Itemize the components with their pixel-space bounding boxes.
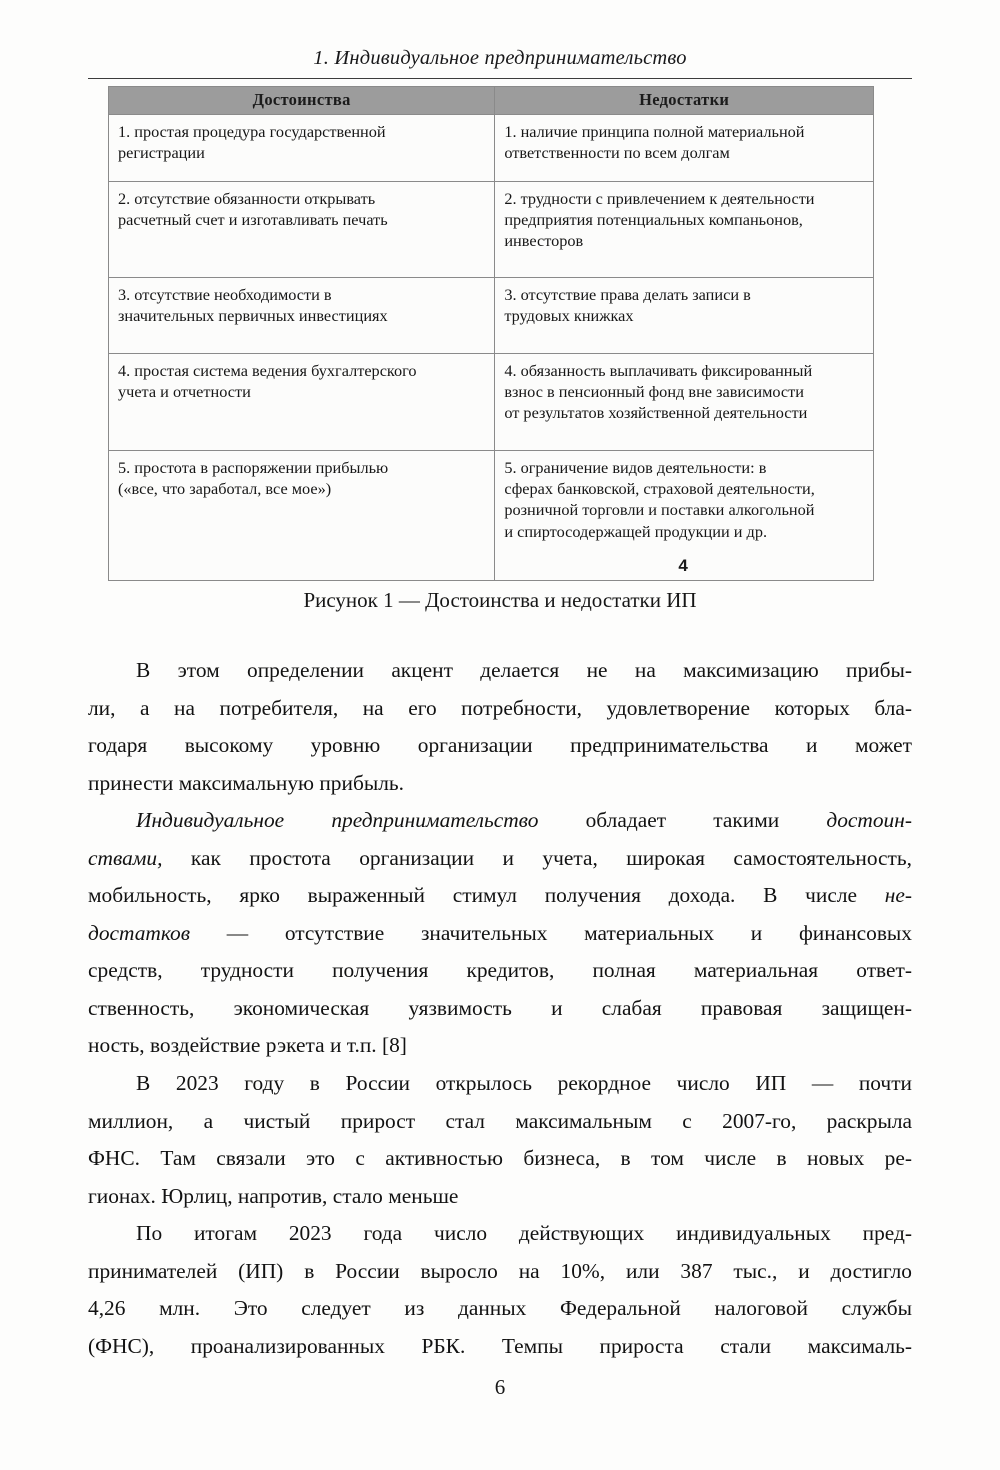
paragraph-2	[88, 802, 912, 1065]
cell-line: 5. ограничение видов деятельности: в	[504, 458, 767, 477]
cell-line: значительных первичных инвестициях	[118, 306, 388, 326]
cell-line: 4. обязанность выплачивать фиксированный	[504, 361, 813, 380]
text-line	[88, 840, 912, 878]
plain-text: мобильность, ярко выраженный стимул получения дохода. В числе	[88, 883, 885, 907]
table-row	[109, 115, 874, 182]
column-header-disadvantages: Недостатки	[495, 87, 874, 115]
text-line: В этом определении акцент делается не на максимизацию прибы-	[136, 658, 912, 682]
column-header-advantages: Достоинства	[109, 87, 495, 115]
plain-text: — отсутствие значительных материальных и финансовых	[190, 920, 912, 945]
table-row	[109, 182, 874, 278]
cell-line: 3. отсутствие необходимости в	[118, 285, 332, 304]
table-header-row	[109, 87, 874, 115]
cell-line: учета и отчетности	[118, 382, 251, 402]
cell-line: взнос в пенсионный фонд вне зависимости	[504, 382, 804, 402]
text-line: 4,26 млн. Это следует из данных Федеральной налоговой службы	[88, 1296, 912, 1320]
cell-line: от результатов хозяйственной деятельности	[504, 403, 808, 423]
cell-line: регистрации	[118, 143, 205, 163]
advantages-disadvantages-table	[108, 86, 874, 581]
cell-line: 5. простота в распоряжении прибылью	[118, 458, 389, 477]
cell-line: 4. простая система ведения бухгалтерского	[118, 361, 417, 380]
emphasis-text: достатков	[88, 920, 191, 945]
cell-line: сферах банковской, страховой деятельности,	[504, 479, 815, 499]
cell-line: 1. простая процедура государственной	[118, 122, 386, 141]
cell-line: 2. отсутствие обязанности открывать	[118, 189, 376, 208]
advantage-cell	[109, 115, 495, 182]
cell-line: трудовых книжках	[504, 306, 634, 326]
text-line: принимателей (ИП) в России выросло на 10%, или 387 тыс., и достигло	[88, 1258, 912, 1283]
table-row	[109, 278, 874, 354]
text-line: ли, а на потребителя, на его потребности, удовлетворение которых бла-	[88, 695, 912, 720]
paragraph-3	[88, 1065, 912, 1215]
text-line: (ФНС), проанализированных РБК. Темпы прироста стали максималь-	[88, 1333, 912, 1358]
advantage-cell	[109, 278, 495, 354]
text-line: средств, трудности получения кредитов, полная материальная ответ-	[88, 958, 912, 982]
cell-line: 3. отсутствие права делать записи в	[504, 285, 751, 304]
plain-text: обладает такими	[538, 808, 827, 832]
text-line: По итогам 2023 года число действующих индивидуальных пред-	[136, 1221, 912, 1245]
advantage-cell	[109, 451, 495, 581]
emphasis-text: достоин-	[826, 808, 912, 832]
text-line	[88, 877, 912, 915]
cell-line: инвесторов	[504, 231, 584, 251]
disadvantage-cell	[495, 115, 874, 182]
table-row	[109, 354, 874, 451]
text-line: принести максимальную прибыль.	[88, 770, 404, 795]
paragraph-1	[88, 652, 912, 802]
text-line: годаря высокому уровню организации предпринимательства и может	[88, 733, 912, 757]
text-line: миллион, а чистый прирост стал максимальным с 2007-го, раскрыла	[88, 1108, 912, 1133]
page-number: 6	[494, 1375, 506, 1399]
table-row	[109, 451, 874, 581]
emphasis-text: не-	[884, 883, 912, 907]
cell-line: розничной торговли и поставки алкогольной	[504, 500, 815, 520]
figure-caption: Рисунок 1 — Достоинства и недостатки ИП	[303, 588, 697, 612]
disadvantage-cell	[495, 278, 874, 354]
text-line: ФНС. Там связали это с активностью бизнеса, в том числе в новых ре-	[88, 1146, 912, 1170]
advantage-cell	[109, 354, 495, 451]
disadvantage-cell	[495, 182, 874, 278]
text-line: ность, воздействие рэкета и т.п. [8]	[88, 1033, 407, 1057]
text-line	[88, 802, 912, 840]
emphasis-text: Индивидуальное предпринимательство	[136, 808, 539, 832]
header-rule	[88, 78, 912, 79]
cell-line: 2. трудности с привлечением к деятельности	[504, 189, 815, 208]
cell-line: и спиртосодержащей продукции и др.	[504, 521, 768, 541]
cell-line: предприятия потенциальных компаньонов,	[504, 210, 803, 230]
paragraph-4	[88, 1215, 912, 1365]
text-line: гионах. Юрлиц, напротив, стало меньше	[88, 1183, 459, 1208]
running-header: 1. Индивидуальное предпринимательство	[313, 47, 687, 69]
disadvantage-cell	[495, 451, 874, 581]
cell-line: («все, что заработал, все мое»)	[118, 479, 332, 499]
cell-line: ответственности по всем долгам	[504, 143, 730, 163]
text-line: ственность, экономическая уязвимость и слабая правовая защищен-	[88, 995, 912, 1020]
cell-line: расчетный счет и изготавливать печать	[118, 210, 388, 230]
cell-line: 1. наличие принципа полной материальной	[504, 122, 805, 141]
advantage-cell	[109, 182, 495, 278]
emphasis-text: ствами,	[88, 845, 163, 870]
disadvantage-cell	[495, 354, 874, 451]
scan-artifact-number: 4	[678, 555, 688, 575]
text-line	[88, 915, 912, 953]
plain-text: как простота организации и учета, широкая самостоятельность,	[162, 845, 912, 870]
text-line: В 2023 году в России открылось рекордное число ИП — почти	[136, 1071, 912, 1095]
